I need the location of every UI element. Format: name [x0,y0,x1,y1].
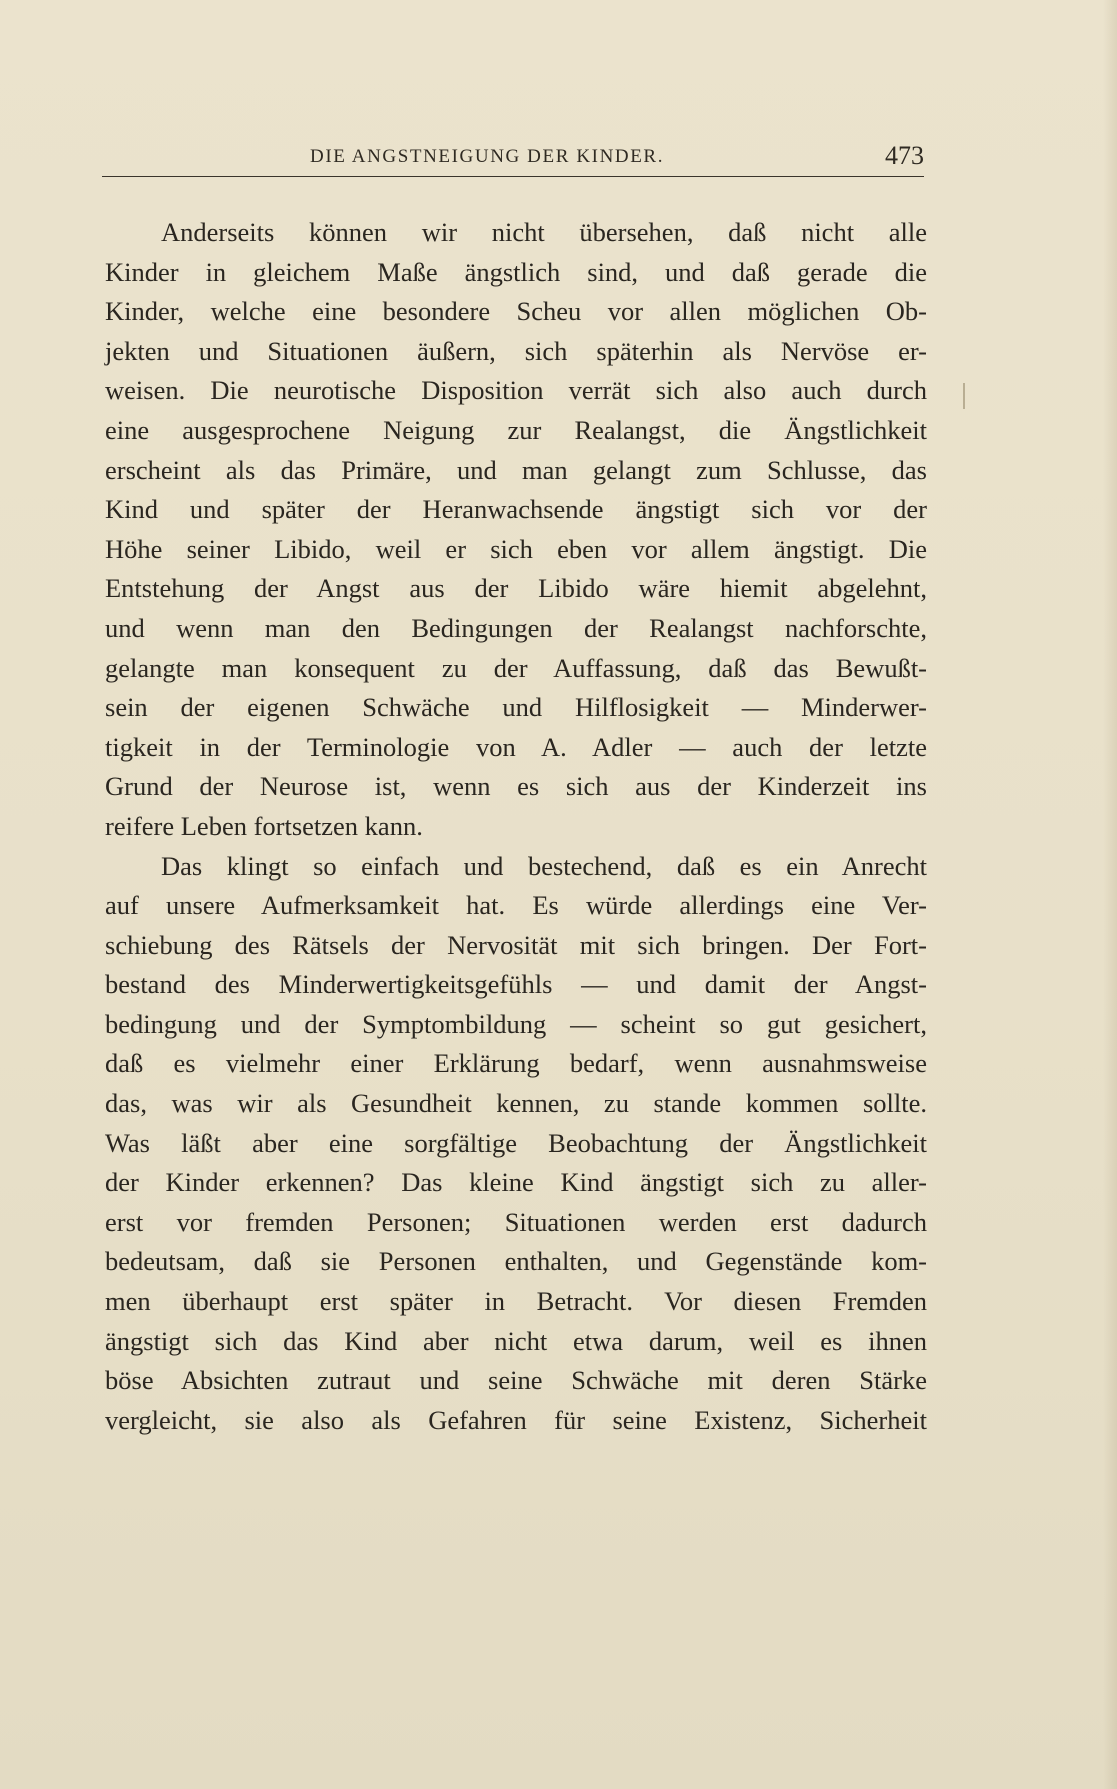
text-line: Was läßt aber eine sorgfältige Beobachtung der Ängstlichkeit [105,1127,927,1158]
text-line: Höhe seiner Libido, weil er sich eben vor allem ängstigt. Die [105,533,927,564]
margin-mark [963,383,965,409]
body-text [105,213,927,1440]
text-line: ängstigt sich das Kind aber nicht etwa darum, weil es ihnen [105,1325,927,1356]
text-line: jekten und Situationen äußern, sich späterhin als Nervöse er- [105,335,927,366]
running-title: DIE ANGSTNEIGUNG DER KINDER. [310,146,665,167]
text-line: das, was wir als Gesundheit kennen, zu stande kommen sollte. [105,1088,927,1119]
text-line: Kinder in gleichem Maße ängstlich sind, und daß gerade die [105,256,927,287]
text-line: men überhaupt erst später in Betracht. Vor diesen Fremden [105,1286,927,1317]
text-line: tigkeit in der Terminologie von A. Adler — auch der letzte [105,731,927,762]
text-line: bedeutsam, daß sie Personen enthalten, und Gegenstände kom- [105,1246,927,1277]
text-line: daß es vielmehr einer Erklärung bedarf, wenn ausnahmsweise [105,1048,927,1079]
text-line: der Kinder erkennen? Das kleine Kind ängstigt sich zu aller- [105,1167,927,1198]
text-line: Entstehung der Angst aus der Libido wäre hiemit abgelehnt, [105,573,927,604]
text-line: auf unsere Aufmerksamkeit hat. Es würde allerdings eine Ver- [105,890,927,921]
text-line: vergleicht, sie also als Gefahren für seine Existenz, Sicherheit [105,1404,927,1435]
text-line: weisen. Die neurotische Disposition verrät sich also auch durch [105,375,927,406]
text-line: schiebung des Rätsels der Nervosität mit sich bringen. Der Fort- [105,929,927,960]
text-line: bedingung und der Symptombildung — scheint so gut gesichert, [105,1008,927,1039]
text-line: Grund der Neurose ist, wenn es sich aus der Kinderzeit ins [105,771,927,802]
text-line: sein der eigenen Schwäche und Hilflosigkeit — Minderwer- [105,692,927,723]
page-edge-shading [1103,0,1117,1789]
text-line: bestand des Minderwertigkeitsgefühls — und damit der Angst- [105,969,927,1000]
text-line: Kinder, welche eine besondere Scheu vor allen möglichen Ob- [105,296,927,327]
running-head [102,140,924,177]
text-line: und wenn man den Bedingungen der Realangst nachforschte, [105,612,927,643]
text-line: erscheint als das Primäre, und man gelangt zum Schlusse, das [105,454,927,485]
text-line: böse Absichten zutraut und seine Schwäche mit deren Stärke [105,1365,927,1396]
text-line: gelangte man konsequent zu der Auffassung, daß das Bewußt- [105,652,927,683]
text-line: reifere Leben fortsetzen kann. [105,810,423,841]
page-number: 473 [885,141,924,170]
text-line: Anderseits können wir nicht übersehen, daß nicht alle [161,217,927,247]
text-line: Das klingt so einfach und bestechend, daß es ein Anrecht [161,850,927,881]
text-line: Kind und später der Heranwachsende ängstigt sich vor der [105,494,927,525]
text-line: erst vor fremden Personen; Situationen werden erst dadurch [105,1206,927,1237]
text-line: eine ausgesprochene Neigung zur Realangst, die Ängstlichkeit [105,414,927,445]
